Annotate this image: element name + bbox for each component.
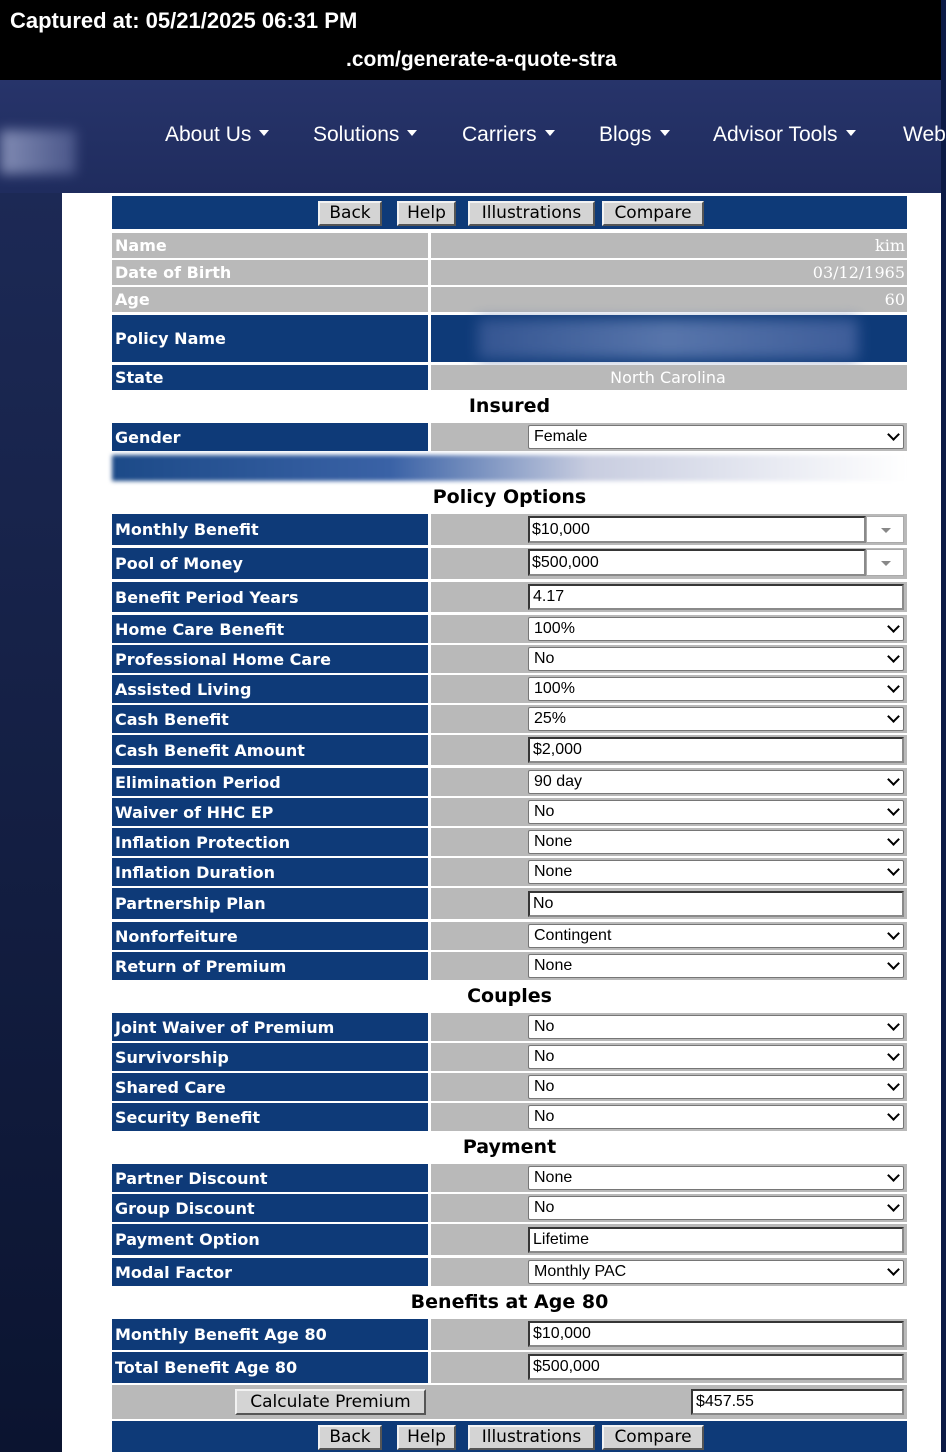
rop-select[interactable]: None — [528, 954, 904, 978]
site-logo[interactable] — [0, 130, 76, 174]
jwp-select[interactable]: No — [528, 1015, 904, 1039]
inflation-label: Inflation Protection — [112, 828, 428, 856]
shared-care-select[interactable]: No — [528, 1075, 904, 1099]
survivorship-select[interactable]: No — [528, 1045, 904, 1069]
period-input[interactable]: 4.17 — [528, 584, 904, 610]
pro-home-label: Professional Home Care — [112, 645, 428, 673]
policy-name-label: Policy Name — [112, 315, 428, 362]
help-button[interactable]: Help — [397, 1425, 456, 1450]
pool-label: Pool of Money — [112, 548, 428, 579]
period-label: Benefit Period Years — [112, 582, 428, 612]
security-select[interactable]: No — [528, 1105, 904, 1129]
cash-label: Cash Benefit — [112, 705, 428, 733]
chevron-down-icon — [407, 130, 417, 136]
name-row — [112, 233, 907, 258]
nav-blogs[interactable]: Blogs — [599, 123, 670, 147]
redacted-row — [112, 455, 907, 481]
back-button[interactable]: Back — [318, 201, 382, 226]
security-label: Security Benefit — [112, 1103, 428, 1131]
shared-care-label: Shared Care — [112, 1073, 428, 1101]
payment-option-input[interactable]: Lifetime — [528, 1227, 904, 1253]
pool-combo[interactable] — [528, 549, 904, 576]
waiver-label: Waiver of HHC EP — [112, 798, 428, 826]
monthly-benefit-80-label: Monthly Benefit Age 80 — [112, 1319, 428, 1350]
inflation-select[interactable]: None — [528, 830, 904, 854]
chevron-down-icon — [545, 130, 555, 136]
nonforfeiture-label: Nonforfeiture — [112, 922, 428, 950]
gender-label: Gender — [112, 423, 428, 451]
chevron-down-icon — [887, 863, 900, 876]
illustrations-button[interactable]: Illustrations — [468, 1425, 595, 1450]
elim-label: Elimination Period — [112, 768, 428, 796]
gender-select[interactable]: Female — [528, 425, 904, 449]
section-payment: Payment — [462, 1136, 557, 1158]
home-care-label: Home Care Benefit — [112, 615, 428, 643]
section-policy-options: Policy Options — [432, 486, 587, 508]
nav-about-us[interactable]: About Us — [165, 123, 269, 147]
policy-name-row — [112, 315, 907, 362]
inflation-duration-label: Inflation Duration — [112, 858, 428, 886]
rop-label: Return of Premium — [112, 952, 428, 980]
dob-label: Date of Birth — [112, 260, 428, 285]
partnership-label: Partnership Plan — [112, 888, 428, 919]
nav-web[interactable]: Web — [903, 123, 946, 146]
nonforfeiture-select[interactable]: Contingent — [528, 924, 904, 948]
dropdown-arrow-icon[interactable] — [866, 549, 904, 576]
section-insured: Insured — [468, 395, 551, 417]
section-couples: Couples — [467, 985, 552, 1007]
monthly-benefit-80-input[interactable]: $10,000 — [528, 1321, 904, 1347]
name-value: kim — [431, 233, 907, 258]
chevron-down-icon — [846, 130, 856, 136]
premium-result-field: $457.55 — [691, 1389, 904, 1415]
monthly-benefit-label: Monthly Benefit — [112, 514, 428, 545]
top-toolbar — [112, 196, 907, 229]
policy-name-value — [431, 315, 907, 362]
group-discount-select[interactable]: No — [528, 1196, 904, 1220]
total-benefit-80-input[interactable]: $500,000 — [528, 1354, 904, 1380]
dob-value: 03/12/1965 — [431, 260, 907, 285]
url-text: .com/generate-a-quote-stra — [346, 48, 617, 71]
cash-amount-label: Cash Benefit Amount — [112, 735, 428, 765]
chevron-down-icon — [887, 1048, 900, 1061]
section-benefits-age-80: Benefits at Age 80 — [410, 1291, 609, 1313]
age-value: 60 — [431, 287, 907, 312]
chevron-down-icon — [887, 680, 900, 693]
nav-solutions[interactable]: Solutions — [313, 123, 417, 147]
age-row — [112, 287, 907, 312]
state-row — [112, 365, 907, 390]
chevron-down-icon — [887, 927, 900, 940]
nav-carriers[interactable]: Carriers — [462, 123, 555, 147]
modal-factor-label: Modal Factor — [112, 1258, 428, 1286]
chevron-down-icon — [887, 650, 900, 663]
partnership-input[interactable]: No — [528, 891, 904, 917]
elim-select[interactable]: 90 day — [528, 770, 904, 794]
payment-option-label: Payment Option — [112, 1224, 428, 1255]
chevron-down-icon — [887, 803, 900, 816]
chevron-down-icon — [887, 1108, 900, 1121]
home-care-select[interactable]: 100% — [528, 617, 904, 641]
chevron-down-icon — [887, 1018, 900, 1031]
state-value: North Carolina — [431, 365, 907, 390]
survivorship-label: Survivorship — [112, 1043, 428, 1071]
partner-discount-label: Partner Discount — [112, 1164, 428, 1192]
chevron-down-icon — [660, 130, 670, 136]
modal-factor-select[interactable]: Monthly PAC — [528, 1260, 904, 1284]
pool-input[interactable]: $500,000 — [528, 549, 866, 576]
dob-row — [112, 260, 907, 285]
dropdown-arrow-icon[interactable] — [866, 516, 904, 543]
capture-bar — [0, 0, 941, 80]
help-button[interactable]: Help — [397, 201, 456, 226]
cash-amount-input[interactable]: $2,000 — [528, 737, 904, 763]
compare-button[interactable]: Compare — [602, 201, 704, 226]
age-label: Age — [112, 287, 428, 312]
chevron-down-icon — [887, 833, 900, 846]
nav-advisor-tools[interactable]: Advisor Tools — [713, 123, 856, 147]
total-benefit-80-label: Total Benefit Age 80 — [112, 1352, 428, 1383]
chevron-down-icon — [887, 957, 900, 970]
chevron-down-icon — [887, 1263, 900, 1276]
pro-home-select[interactable]: No — [528, 647, 904, 671]
capture-timestamp: Captured at: 05/21/2025 06:31 PM — [10, 8, 358, 33]
inflation-duration-select[interactable]: None — [528, 860, 904, 884]
cash-select[interactable]: 25% — [528, 707, 904, 731]
chevron-down-icon — [887, 1169, 900, 1182]
chevron-down-icon — [887, 1199, 900, 1212]
illustrations-button[interactable]: Illustrations — [468, 201, 595, 226]
assisted-label: Assisted Living — [112, 675, 428, 703]
chevron-down-icon — [887, 773, 900, 786]
chevron-down-icon — [887, 710, 900, 723]
monthly-benefit-input[interactable]: $10,000 — [528, 516, 866, 543]
side-background — [0, 193, 62, 1452]
redacted-policy-name — [478, 319, 858, 359]
monthly-benefit-combo[interactable] — [528, 516, 904, 543]
state-label: State — [112, 365, 428, 390]
jwp-label: Joint Waiver of Premium — [112, 1013, 428, 1041]
chevron-down-icon — [887, 428, 900, 441]
group-discount-label: Group Discount — [112, 1194, 428, 1222]
compare-button[interactable]: Compare — [602, 1425, 704, 1450]
back-button[interactable]: Back — [318, 1425, 382, 1450]
waiver-select[interactable]: No — [528, 800, 904, 824]
name-label: Name — [112, 233, 428, 258]
chevron-down-icon — [887, 620, 900, 633]
bottom-toolbar — [112, 1421, 907, 1452]
chevron-down-icon — [259, 130, 269, 136]
calculate-premium-button[interactable]: Calculate Premium — [235, 1389, 426, 1415]
assisted-select[interactable]: 100% — [528, 677, 904, 701]
chevron-down-icon — [887, 1078, 900, 1091]
top-navigation — [0, 80, 946, 193]
partner-discount-select[interactable]: None — [528, 1166, 904, 1190]
